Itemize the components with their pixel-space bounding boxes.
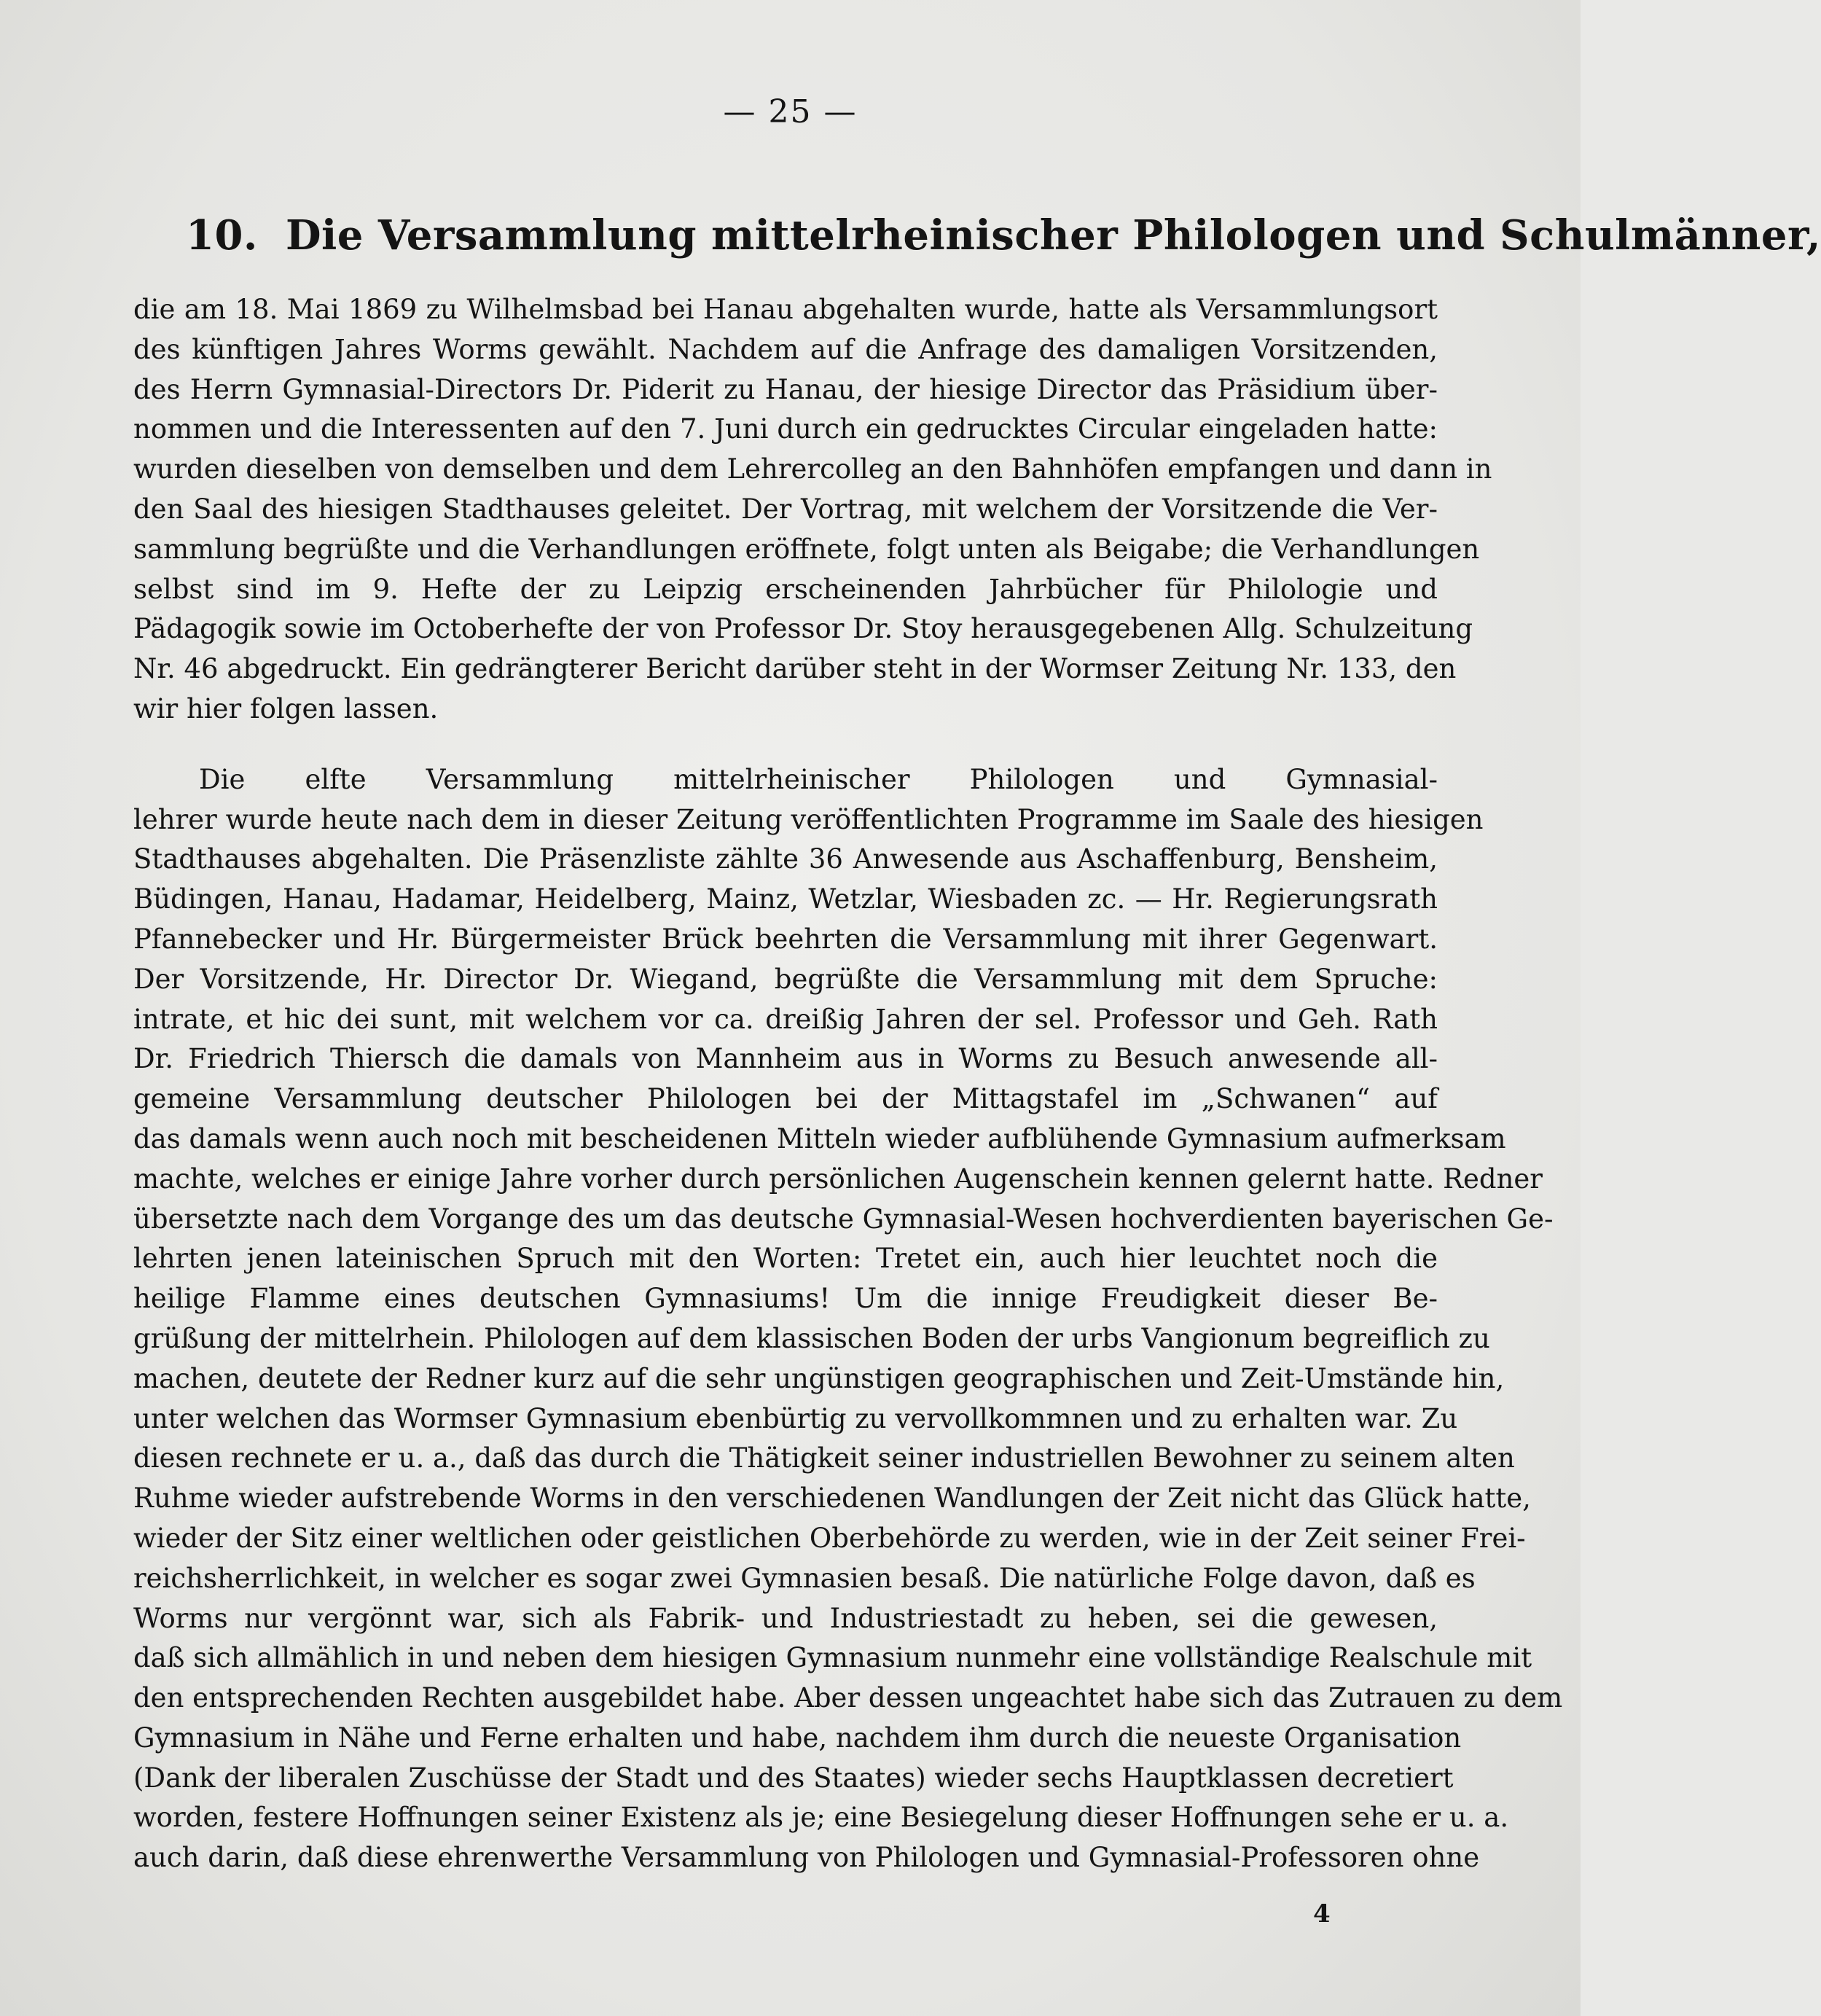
text-line: die am 18. Mai 1869 zu Wilhelmsbad bei Hanau abgehalten wurde, hatte als Versammlungsort: [133, 294, 1438, 325]
text-line: Stadthauses abgehalten. Die Präsenzliste zählte 36 Anwesende aus Aschaffenburg, Bensheim,: [133, 843, 1438, 875]
section-number: 10.: [186, 211, 258, 259]
text-line: Nr. 46 abgedruckt. Ein gedrängterer Bericht darüber steht in der Wormser Zeitung Nr. 133, den: [133, 653, 1457, 685]
text-line: machen, deutete der Redner kurz auf die sehr ungünstigen geographischen und Zeit-Umstände hin,: [133, 1362, 1505, 1394]
text-line: reichsherrlichkeit, in welcher es sogar zwei Gymnasien besaß. Die natürliche Folge davon, daß es: [133, 1562, 1476, 1594]
text-line: worden, festere Hoffnungen seiner Existenz als je; eine Besiegelung dieser Hoffnungen sehe er u. a.: [133, 1802, 1509, 1834]
text-line: Worms nur vergönnt war, sich als Fabrik- und Industriestadt zu heben, sei die gewesen,: [133, 1602, 1438, 1634]
text-line: diesen rechnete er u. a., daß das durch die Thätigkeit seiner industriellen Bewohner zu seinem alten: [133, 1442, 1515, 1474]
text-line: unter welchen das Wormser Gymnasium ebenbürtig zu vervollkommnen und zu erhalten war. Zu: [133, 1402, 1458, 1434]
paragraph-report: [133, 760, 1563, 1878]
section-heading: [186, 211, 1821, 259]
text-line: lehrten jenen lateinischen Spruch mit den Worten: Tretet ein, auch hier leuchtet noch die: [133, 1243, 1438, 1275]
text-line: Büdingen, Hanau, Hadamar, Heidelberg, Mainz, Wetzlar, Wiesbaden zc. — Hr. Regierungsrath: [133, 883, 1438, 915]
text-line: Die elfte Versammlung mittelrheinischer Philologen und Gymnasial-: [199, 763, 1438, 795]
text-line: nommen und die Interessenten auf den 7. Juni durch ein gedrucktes Circular eingeladen hatte:: [133, 413, 1438, 445]
text-line: intrate, et hic dei sunt, mit welchem vor ca. dreißig Jahren der sel. Professor und Geh. Rath: [133, 1003, 1438, 1035]
text-line: übersetzte nach dem Vorgange des um das deutsche Gymnasial-Wesen hochverdienten bayerischen Ge-: [133, 1203, 1554, 1235]
text-line: Der Vorsitzende, Hr. Director Dr. Wiegand, begrüßte die Versammlung mit dem Spruche:: [133, 963, 1438, 995]
text-line: lehrer wurde heute nach dem in dieser Zeitung veröffentlichten Programme im Saale des hiesigen: [133, 803, 1484, 835]
text-line: wir hier folgen lassen.: [133, 692, 439, 724]
paragraph-intro: [133, 290, 1492, 730]
text-line: wieder der Sitz einer weltlichen oder geistlichen Oberbehörde zu werden, wie in der Zeit seiner Frei-: [133, 1522, 1526, 1554]
text-line: Gymnasium in Nähe und Ferne erhalten und habe, nachdem ihm durch die neueste Organisation: [133, 1722, 1462, 1754]
page-number: — 25 —: [723, 93, 858, 130]
text-line: (Dank der liberalen Zuschüsse der Stadt und des Staates) wieder sechs Hauptklassen decretiert: [133, 1762, 1454, 1794]
text-line: des Herrn Gymnasial-Directors Dr. Piderit zu Hanau, der hiesige Director das Präsidium über-: [133, 373, 1438, 405]
text-line: den entsprechenden Rechten ausgebildet habe. Aber dessen ungeachtet habe sich das Zutrauen zu dem: [133, 1682, 1563, 1714]
text-line: daß sich allmählich in und neben dem hiesigen Gymnasium nunmehr eine vollständige Realschule mit: [133, 1642, 1532, 1674]
text-line: heilige Flamme eines deutschen Gymnasiums! Um die innige Freudigkeit dieser Be-: [133, 1283, 1438, 1315]
text-line: Dr. Friedrich Thiersch die damals von Mannheim aus in Worms zu Besuch anwesende all-: [133, 1043, 1438, 1075]
signature-mark: 4: [1313, 1899, 1331, 1929]
section-title: Die Versammlung mittelrheinischer Philologen und Schulmänner,: [285, 211, 1821, 259]
text-line: gemeine Versammlung deutscher Philologen bei der Mittagstafel im „Schwanen“ auf: [133, 1083, 1438, 1115]
text-line: selbst sind im 9. Hefte der zu Leipzig erscheinenden Jahrbücher für Philologie und: [133, 573, 1438, 605]
text-line: Pädagogik sowie im Octoberhefte der von Professor Dr. Stoy herausgegebenen Allg. Schulzeitung: [133, 613, 1473, 645]
text-line: Ruhme wieder aufstrebende Worms in den verschiedenen Wandlungen der Zeit nicht das Glück hatte,: [133, 1482, 1531, 1515]
text-line: Pfannebecker und Hr. Bürgermeister Brück beehrten die Versammlung mit ihrer Gegenwart.: [133, 923, 1438, 955]
text-line: grüßung der mittelrhein. Philologen auf dem klassischen Boden der urbs Vangionum begreiflich zu: [133, 1322, 1490, 1354]
text-line: sammlung begrüßte und die Verhandlungen eröffnete, folgt unten als Beigabe; die Verhandlungen: [133, 533, 1480, 565]
body-text: [133, 290, 1563, 1878]
paragraph-gap: [133, 730, 1438, 760]
text-line: das damals wenn auch noch mit bescheidenen Mitteln wieder aufblühende Gymnasium aufmerksam: [133, 1122, 1506, 1154]
text-line: wurden dieselben von demselben und dem Lehrercolleg an den Bahnhöfen empfangen und dann in: [133, 453, 1492, 485]
text-line: des künftigen Jahres Worms gewählt. Nachdem auf die Anfrage des damaligen Vorsitzenden,: [133, 333, 1438, 365]
text-line: auch darin, daß diese ehrenwerthe Versammlung von Philologen und Gymnasial-Professoren ohne: [133, 1842, 1480, 1874]
text-line: machte, welches er einige Jahre vorher durch persönlichen Augenschein kennen gelernt hatte. Redner: [133, 1163, 1543, 1195]
text-line: den Saal des hiesigen Stadthauses geleitet. Der Vortrag, mit welchem der Vorsitzende die Ver-: [133, 493, 1438, 525]
